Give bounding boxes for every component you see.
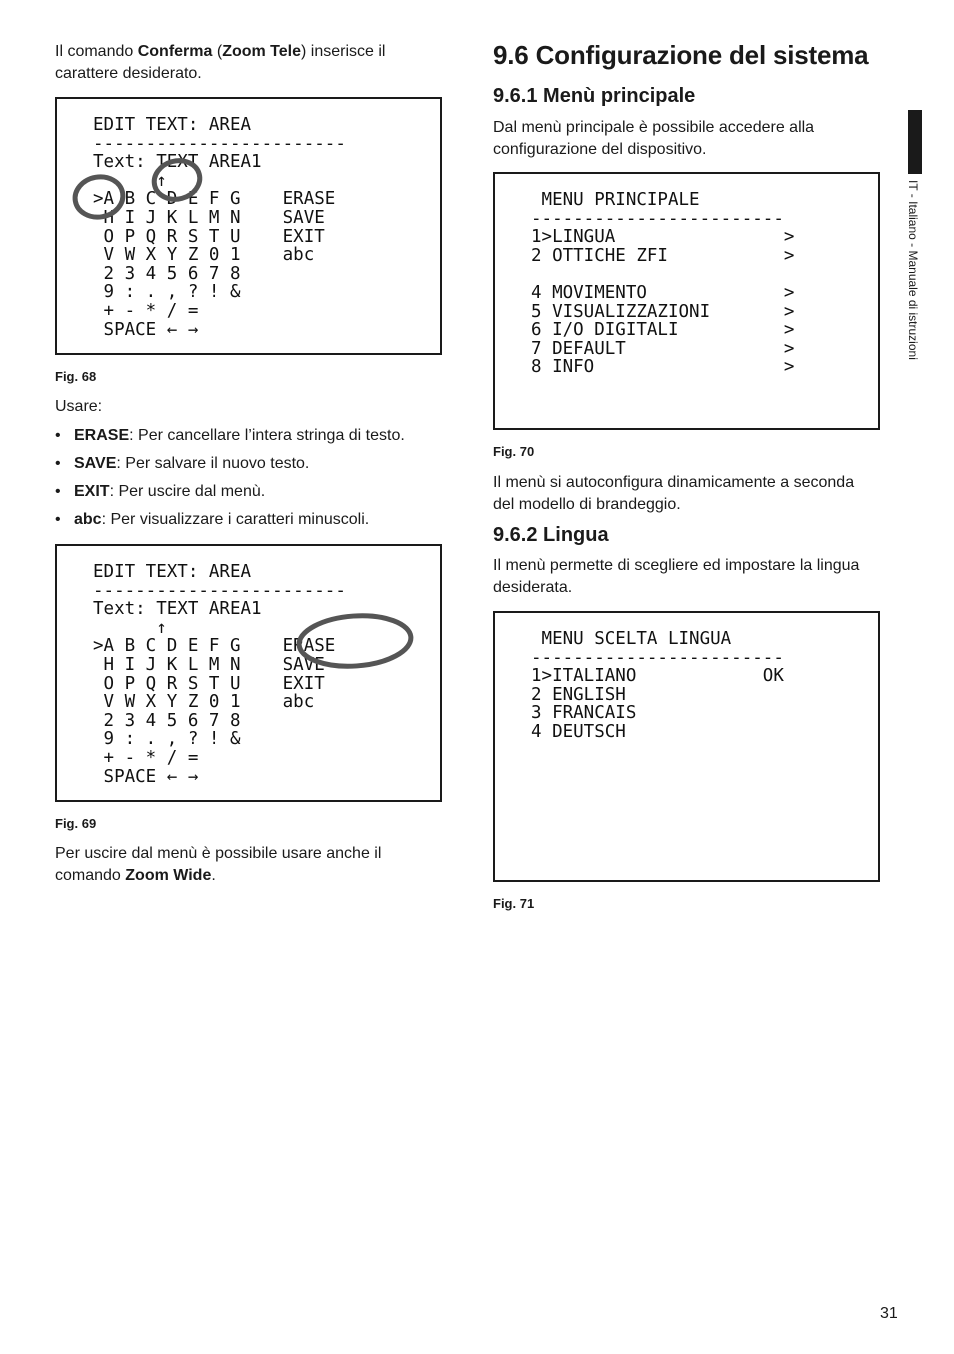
bullet-term: ERASE <box>74 427 130 444</box>
outro-term-zoom-wide: Zoom Wide <box>125 867 212 884</box>
sub2-paragraph <box>493 555 913 599</box>
subsection-title-menu-principale: 9.6.1 Menù principale <box>493 85 696 107</box>
fig70-screen-box <box>493 172 880 430</box>
bullet-desc: : Per visualizzare i caratteri minuscoli. <box>101 511 370 528</box>
sub1-paragraph <box>493 117 893 161</box>
intro-text-c: ( <box>212 43 223 60</box>
bullet-desc: : Per cancellare l’intera stringa di testo. <box>129 427 405 444</box>
fig69-osd-text: EDIT TEXT: AREA ------------------------ Text: TEXT AREA1 ↑ >A B C D E F G ERASE H I J K L M N SAVE O P Q R S T U EXIT V W X Y Z 0 1 abc 2 3 4 5 6 7 8 9 : . , ? ! & + - * / = SPACE ← → <box>93 562 346 787</box>
bullet-dot: • <box>55 483 61 500</box>
fig71-caption: Fig. 71 <box>493 896 535 911</box>
intro-text-line2: carattere desiderato. <box>55 65 202 82</box>
note-line1: Il menù si autoconfigura dinamicamente a seconda <box>493 474 855 491</box>
fig70-osd-text: MENU PRINCIPALE ------------------------ 1>LINGUA > 2 OTTICHE ZFI > 4 MOVIMENTO > 5 VISUALIZZAZIONI > 6 I/O DIGITALI > 7 DEFAULT > 8 INFO > <box>531 190 795 378</box>
section-title: 9.6 Configurazione del sistema <box>493 40 869 70</box>
fig69-caption: Fig. 69 <box>55 816 97 831</box>
intro-term-zoom-tele: Zoom Tele <box>222 43 302 60</box>
bullet-dot: • <box>55 455 61 472</box>
bullet-desc: : Per uscire dal menù. <box>109 483 266 500</box>
list-item <box>55 509 445 537</box>
sub1-line1: Dal menù principale è possibile accedere alla <box>493 119 815 136</box>
usare-label: Usare: <box>55 398 103 415</box>
intro-text-d: ) inserisce il <box>301 43 386 60</box>
note-line2: del modello di brandeggio. <box>493 496 681 513</box>
bullet-desc: : Per salvare il nuovo testo. <box>116 455 310 472</box>
bullet-term: abc <box>74 511 102 528</box>
fig68-osd-text: EDIT TEXT: AREA ------------------------ Text: TEXT AREA1 ↑ >A B C D E F G ERASE H I J K L M N SAVE O P Q R S T U EXIT V W X Y Z 0 1 abc 2 3 4 5 6 7 8 9 : . , ? ! & + - * / = SPACE ← → <box>93 115 346 340</box>
outro-text-c: . <box>211 867 216 884</box>
fig71-osd-text: MENU SCELTA LINGUA ------------------------ 1>ITALIANO OK 2 ENGLISH 3 FRANCAIS 4 DEUTSCH <box>531 629 784 742</box>
list-item <box>55 481 445 509</box>
sub2-line1: Il menù permette di scegliere ed impostare la lingua <box>493 557 860 574</box>
bullet-dot: • <box>55 427 61 444</box>
fig68-caption: Fig. 68 <box>55 369 97 384</box>
outro-text-a: comando <box>55 867 126 884</box>
sub1-line2: configurazione del dispositivo. <box>493 141 707 158</box>
bullet-dot: • <box>55 511 61 528</box>
intro-text-a: Il comando <box>55 43 138 60</box>
outro-paragraph <box>55 843 445 887</box>
intro-term-conferma: Conferma <box>137 43 213 60</box>
note-paragraph <box>493 472 913 516</box>
page-number: 31 <box>880 1305 898 1322</box>
fig69-screen-box <box>55 544 442 802</box>
outro-line1: Per uscire dal menù è possibile usare anche il <box>55 845 382 862</box>
fig71-screen-box <box>493 611 880 882</box>
subsection-title-lingua: 9.6.2 Lingua <box>493 524 609 546</box>
list-item <box>55 453 445 481</box>
bullet-list <box>55 425 445 537</box>
fig68-screen-box <box>55 97 442 355</box>
sidebar-tab-marker <box>908 110 922 174</box>
intro-paragraph <box>55 41 435 85</box>
bullet-term: EXIT <box>74 483 110 500</box>
sidebar-label: IT - Italiano - Manuale di istruzioni <box>906 180 920 360</box>
sub2-line2: desiderata. <box>493 579 573 596</box>
fig70-caption: Fig. 70 <box>493 444 535 459</box>
bullet-term: SAVE <box>74 455 117 472</box>
list-item <box>55 425 445 453</box>
